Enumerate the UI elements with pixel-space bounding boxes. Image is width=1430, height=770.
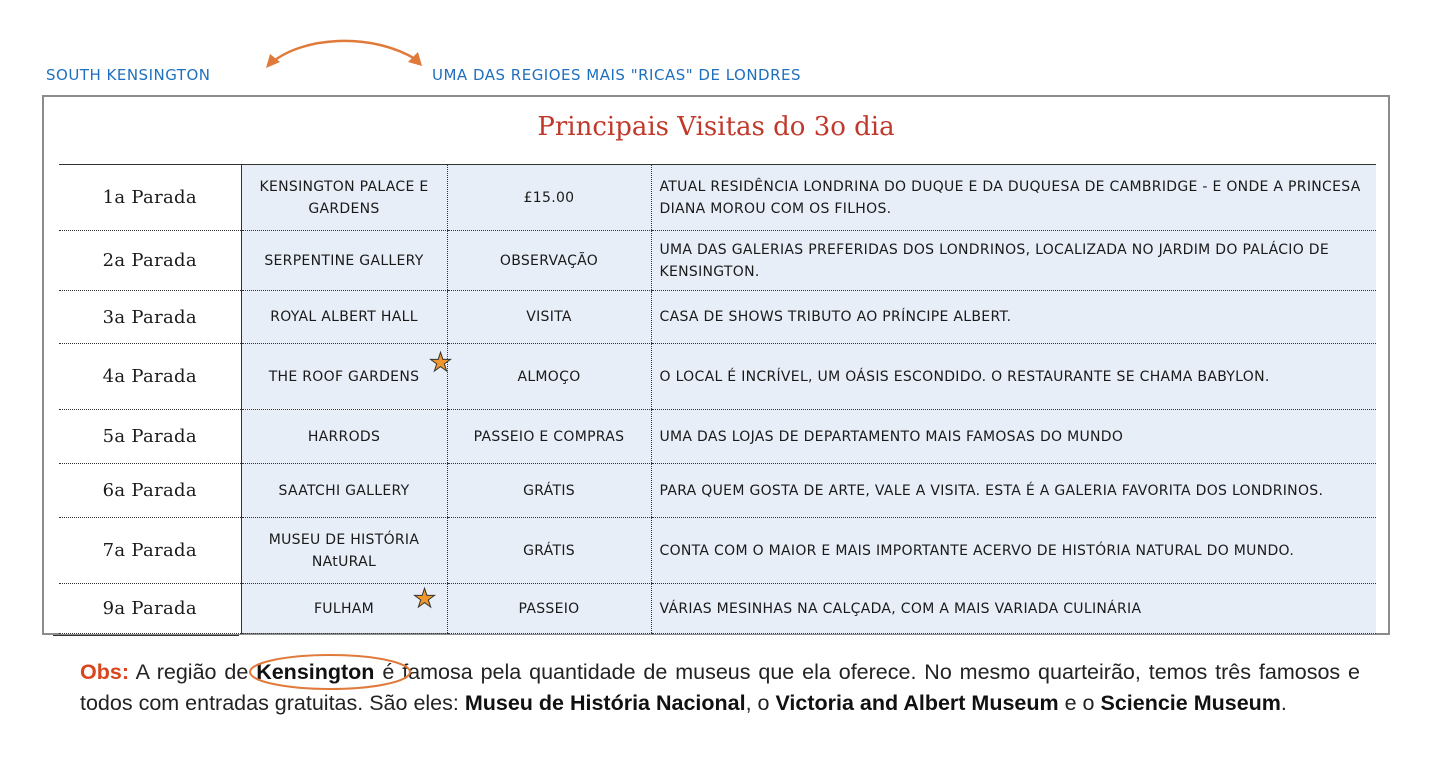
table-row xyxy=(59,464,1376,518)
obs-text: e o xyxy=(1058,691,1101,715)
description-cell: UMA DAS GALERIAS PREFERIDAS DOS LONDRINOS, LOCALIZADA NO JARDIM DO PALÁCIO DE KENSINGTON. xyxy=(651,231,1376,291)
page-title: Principais Visitas do 3o dia xyxy=(537,112,895,142)
place-label: THE ROOF GARDENS xyxy=(268,368,420,385)
south-kensington-label: SOUTH KENSINGTON xyxy=(46,66,211,84)
region-description-label: UMA DAS REGIOES MAIS "RICAS" DE LONDRES xyxy=(432,66,802,84)
obs-text: A região de xyxy=(128,660,257,684)
stop-cell: 6a Parada xyxy=(59,464,241,518)
place-cell: SAATCHI GALLERY xyxy=(241,464,447,518)
description-cell: CONTA COM O MAIOR E MAIS IMPORTANTE ACERVO DE HISTÓRIA NATURAL DO MUNDO. xyxy=(651,518,1376,584)
place-cell: KENSINGTON PALACE E GARDENS xyxy=(241,165,447,231)
itinerary-table xyxy=(59,164,1376,634)
kensington-highlight xyxy=(256,657,374,688)
price-cell: VISITA xyxy=(447,291,651,344)
table-row xyxy=(59,410,1376,464)
table-row xyxy=(59,291,1376,344)
museum-name: Museu de História Nacional xyxy=(464,691,746,715)
circle-highlight-icon xyxy=(246,651,416,693)
price-cell: GRÁTIS xyxy=(447,464,651,518)
table-row xyxy=(59,584,1376,634)
description-cell: UMA DAS LOJAS DE DEPARTAMENTO MAIS FAMOSAS DO MUNDO xyxy=(651,410,1376,464)
museum-name: Sciencie Museum xyxy=(1100,691,1281,715)
description-cell: ATUAL RESIDÊNCIA LONDRINA DO DUQUE E DA DUQUESA DE CAMBRIDGE - E ONDE A PRINCESA DIANA MOROU COM OS FILHOS. xyxy=(651,165,1376,231)
obs-text: . xyxy=(1280,691,1287,715)
obs-text: , o xyxy=(745,691,776,715)
place-cell xyxy=(241,344,453,410)
table-row xyxy=(59,518,1376,584)
obs-label: Obs: xyxy=(80,660,129,684)
description-cell: VÁRIAS MESINHAS NA CALÇADA, COM A MAIS VARIADA CULINÁRIA xyxy=(651,584,1376,634)
description-cell: CASA DE SHOWS TRIBUTO AO PRÍNCIPE ALBERT. xyxy=(651,291,1376,344)
description-cell: O LOCAL É INCRÍVEL, UM OÁSIS ESCONDIDO. O RESTAURANTE SE CHAMA BABYLON. xyxy=(651,344,1376,410)
stop-cell: 9a Parada xyxy=(59,584,241,634)
star-icon: ★ xyxy=(428,348,453,378)
highlight-word: Kensington xyxy=(256,660,375,684)
itinerary-card xyxy=(42,95,1390,635)
stop-cell: 3a Parada xyxy=(59,291,241,344)
price-cell: ALMOÇO xyxy=(447,344,651,410)
obs-text: é famosa pela quantidade de museus que ela oferece. No mesmo quarteirão, temos três famosos e todos com entradas gratuitas. São eles: xyxy=(80,660,1360,715)
stop-cell: 7a Parada xyxy=(59,518,241,584)
place-cell: ROYAL ALBERT HALL xyxy=(241,291,447,344)
price-cell: £15.00 xyxy=(447,165,651,231)
star-icon: ★ xyxy=(412,584,437,614)
stop-cell: 5a Parada xyxy=(59,410,241,464)
stop-cell: 2a Parada xyxy=(59,231,241,291)
price-cell: PASSEIO xyxy=(447,584,651,634)
place-cell: MUSEU DE HISTÓRIA NAtURAL xyxy=(241,518,447,584)
table-row xyxy=(59,165,1376,231)
stop-cell: 1a Parada xyxy=(59,165,241,231)
stop-cell: 4a Parada xyxy=(59,344,241,410)
place-cell xyxy=(241,584,447,634)
table-row xyxy=(59,344,1376,410)
place-cell: HARRODS xyxy=(241,410,447,464)
price-cell: OBSERVAÇÃO xyxy=(447,231,651,291)
divider xyxy=(53,635,239,636)
table-row xyxy=(59,231,1376,291)
place-cell: SERPENTINE GALLERY xyxy=(241,231,447,291)
museum-name: Victoria and Albert Museum xyxy=(775,691,1059,715)
place-label: FULHAM xyxy=(313,600,375,617)
price-cell: GRÁTIS xyxy=(447,518,651,584)
double-arrow-icon xyxy=(262,32,432,72)
description-cell: PARA QUEM GOSTA DE ARTE, VALE A VISITA. ESTA É A GALERIA FAVORITA DOS LONDRINOS. xyxy=(651,464,1376,518)
observation-paragraph xyxy=(80,657,1360,719)
price-cell: PASSEIO E COMPRAS xyxy=(447,410,651,464)
